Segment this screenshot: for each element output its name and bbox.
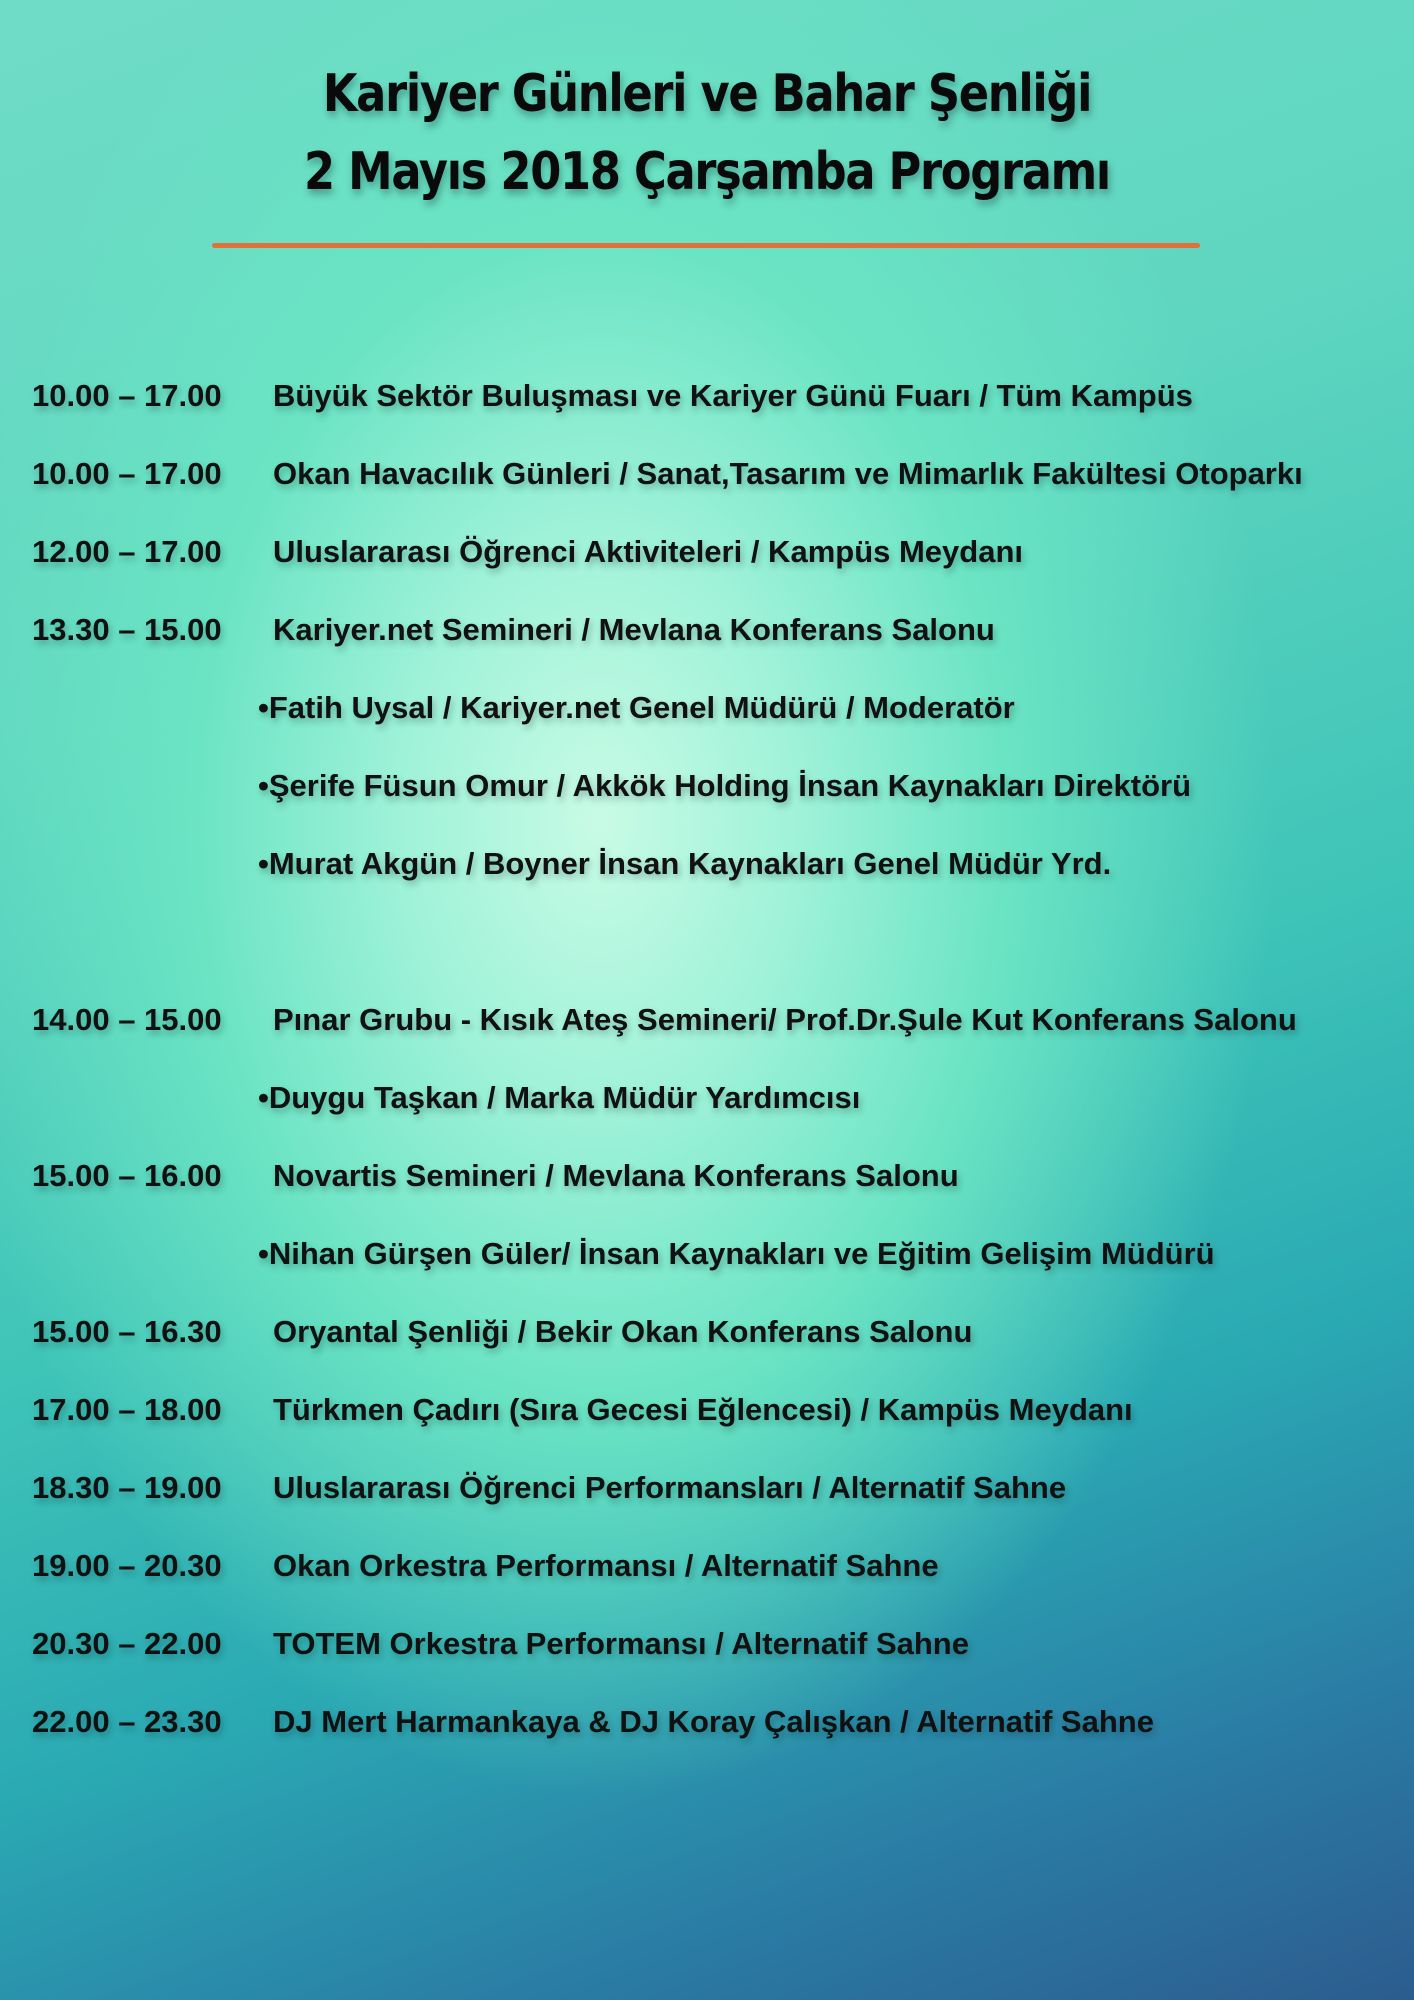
- schedule-row: [0, 1704, 1414, 1754]
- schedule-event: Pınar Grubu - Kısık Ateş Semineri/ Prof.Dr.Şule Kut Konferans Salonu: [273, 1002, 1297, 1037]
- schedule-event: Uluslararası Öğrenci Aktiviteleri / Kampüs Meydanı: [273, 534, 1024, 569]
- schedule-time: 20.30 – 22.00: [32, 1626, 222, 1661]
- schedule-time: 10.00 – 17.00: [32, 456, 222, 491]
- schedule-speaker: [0, 1236, 1414, 1286]
- schedule-time: 22.00 – 23.30: [32, 1704, 222, 1739]
- poster-title: [0, 55, 1414, 211]
- title-line-1: Kariyer Günleri ve Bahar Şenliği: [322, 64, 1092, 124]
- schedule-time: 17.00 – 18.00: [32, 1392, 222, 1427]
- schedule-speaker: [0, 846, 1414, 896]
- schedule-speaker: [0, 1080, 1414, 1130]
- schedule-row: [0, 612, 1414, 662]
- schedule-row: [0, 1158, 1414, 1208]
- schedule-time: 14.00 – 15.00: [32, 1002, 222, 1037]
- title-line-2: 2 Mayıs 2018 Çarşamba Programı: [304, 142, 1110, 202]
- schedule-speaker: [0, 768, 1414, 818]
- speaker-text: •Nihan Gürşen Güler/ İnsan Kaynakları ve Eğitim Gelişim Müdürü: [258, 1236, 1215, 1271]
- schedule-event: Novartis Semineri / Mevlana Konferans Salonu: [273, 1158, 959, 1193]
- schedule-speaker: [0, 690, 1414, 740]
- speaker-text: •Murat Akgün / Boyner İnsan Kaynakları Genel Müdür Yrd.: [258, 846, 1112, 881]
- schedule-time: 19.00 – 20.30: [32, 1548, 222, 1583]
- schedule-event: Kariyer.net Semineri / Mevlana Konferans Salonu: [273, 612, 995, 647]
- schedule-row: [0, 1548, 1414, 1598]
- schedule-time: 13.30 – 15.00: [32, 612, 222, 647]
- schedule-time: 18.30 – 19.00: [32, 1470, 222, 1505]
- schedule-time: 15.00 – 16.30: [32, 1314, 222, 1349]
- speaker-text: •Duygu Taşkan / Marka Müdür Yardımcısı: [258, 1080, 861, 1115]
- schedule-event: Oryantal Şenliği / Bekir Okan Konferans Salonu: [273, 1314, 973, 1349]
- schedule-event: TOTEM Orkestra Performansı / Alternatif Sahne: [273, 1626, 969, 1661]
- schedule-row: [0, 534, 1414, 584]
- schedule-event: Türkmen Çadırı (Sıra Gecesi Eğlencesi) / Kampüs Meydanı: [273, 1392, 1133, 1427]
- schedule-event: Büyük Sektör Buluşması ve Kariyer Günü Fuarı / Tüm Kampüs: [273, 378, 1193, 413]
- schedule-row: [0, 456, 1414, 506]
- schedule-event: DJ Mert Harmankaya & DJ Koray Çalışkan / Alternatif Sahne: [273, 1704, 1154, 1739]
- schedule-row: [0, 1626, 1414, 1676]
- title-underline: [212, 243, 1200, 248]
- speaker-text: •Fatih Uysal / Kariyer.net Genel Müdürü / Moderatör: [258, 690, 1015, 725]
- schedule-row: [0, 1470, 1414, 1520]
- schedule-time: 12.00 – 17.00: [32, 534, 222, 569]
- schedule-time: 10.00 – 17.00: [32, 378, 222, 413]
- schedule-event: Uluslararası Öğrenci Performansları / Alternatif Sahne: [273, 1470, 1067, 1505]
- schedule-row: [0, 378, 1414, 428]
- schedule-row: [0, 1392, 1414, 1442]
- schedule-time: 15.00 – 16.00: [32, 1158, 222, 1193]
- speaker-text: •Şerife Füsun Omur / Akkök Holding İnsan Kaynakları Direktörü: [258, 768, 1192, 803]
- schedule-row: [0, 1002, 1414, 1052]
- schedule-event: Okan Havacılık Günleri / Sanat,Tasarım ve Mimarlık Fakültesi Otoparkı: [273, 456, 1303, 491]
- schedule-event: Okan Orkestra Performansı / Alternatif Sahne: [273, 1548, 939, 1583]
- schedule-row: [0, 1314, 1414, 1364]
